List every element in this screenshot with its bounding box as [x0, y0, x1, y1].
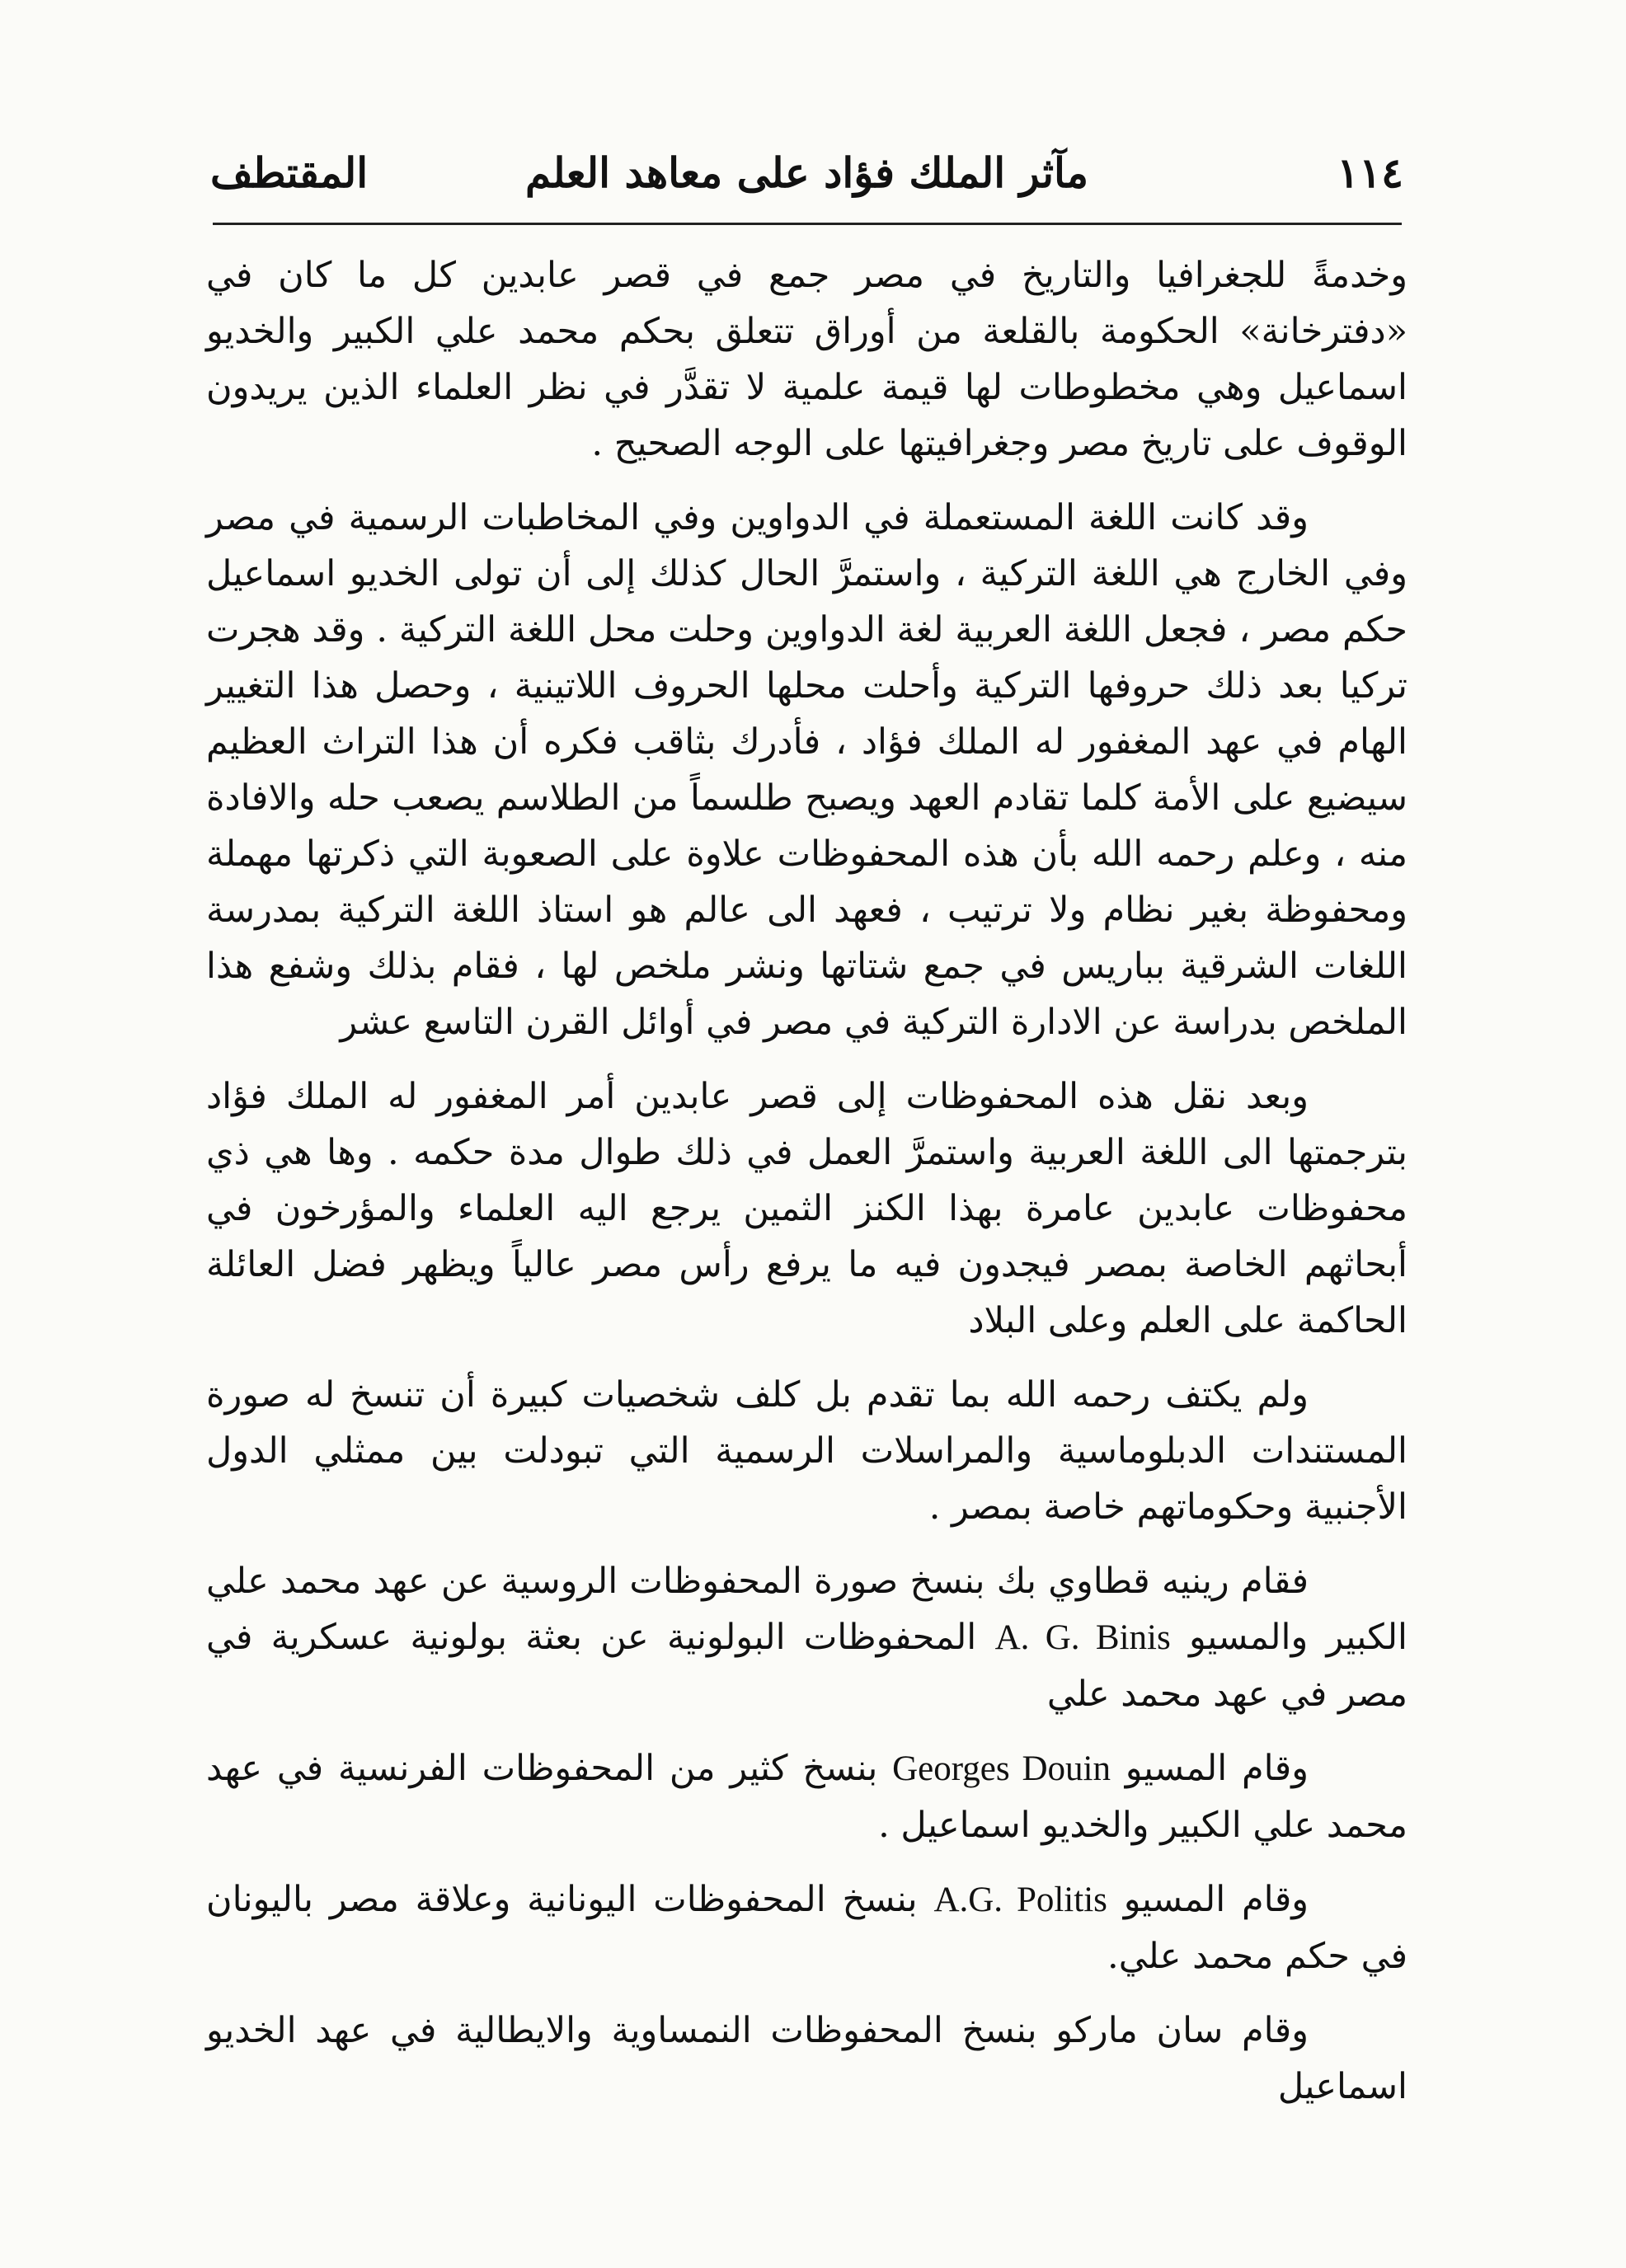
paragraph: وخدمةً للجغرافيا والتاريخ في مصر جمع في قصر عابدين كل ما كان في «دفترخانة» الحكومة بالقلعة من أوراق تتعلق بحكم محمد علي الكبير والخديو اسماعيل وهي مخطوطات لها قيمة علمية لا تقدَّر في نظر العلماء الذين يريدون الوقوف على تاريخ مصر وجغرافيتها على الوجه الصحيح . — [206, 255, 1407, 464]
page-number: ١١٤ — [1337, 148, 1403, 197]
running-title: مآثر الملك فؤاد على معاهد العلم — [524, 148, 1089, 197]
paragraph-text: فقام رينيه قطاوي بك بنسخ صورة المحفوظات الروسية عن عهد محمد علي الكبير والمسيو — [206, 1561, 1407, 1658]
paragraph-text: وقام المسيو — [1123, 1879, 1309, 1920]
paragraph: وقام سان ماركو بنسخ المحفوظات النمساوية والايطالية في عهد الخديو اسماعيل — [206, 2010, 1407, 2107]
header-rule — [213, 223, 1402, 225]
paragraph-douin — [206, 1740, 1407, 1853]
paragraph-text: المحفوظات البولونية عن بعثة بولونية عسكرية في مصر في عهد محمد علي — [206, 1617, 1407, 1715]
latin-name-politis: A.G. Politis — [933, 1881, 1107, 1919]
article-body — [206, 247, 1407, 2133]
journal-name: المقتطف — [210, 148, 369, 197]
page-header — [210, 140, 1403, 214]
latin-name-douin: Georges Douin — [892, 1749, 1111, 1788]
paragraph-text: بنسخ كثير من المحفوظات الفرنسية في عهد محمد علي الكبير والخديو اسماعيل . — [206, 1748, 1407, 1846]
paragraph: وبعد نقل هذه المحفوظات إلى قصر عابدين أمر المغفور له الملك فؤاد بترجمتها الى اللغة العربية واستمرَّ العمل في ذلك طوال مدة حكمه . وها هي ذي محفوظات عابدين عامرة بهذا الكنز الثمين يرجع اليه العلماء والمؤرخون في أبحاثهم الخاصة بمصر فيجدون فيه ما يرفع رأس مصر عالياً ويظهر فضل العائلة الحاكمة على العلم وعلى البلاد — [206, 1076, 1407, 1341]
paragraph-politis — [206, 1871, 1407, 1984]
latin-name-binis: A. G. Binis — [994, 1618, 1171, 1657]
paragraph-text: وقام المسيو — [1125, 1748, 1309, 1789]
paragraph: وقد كانت اللغة المستعملة في الدواوين وفي المخاطبات الرسمية في مصر وفي الخارج هي اللغة التركية ، واستمرَّ الحال كذلك إلى أن تولى الخديو اسماعيل حكم مصر ، فجعل اللغة العربية لغة الدواوين وحلت محل اللغة التركية . وقد هجرت تركيا بعد ذلك حروفها التركية وأحلت محلها الحروف اللاتينية ، وحصل هذا التغيير الهام في عهد المغفور له الملك فؤاد ، فأدرك بثاقب فكره أن هذا التراث العظيم سيضيع على الأمة كلما تقادم العهد ويصبح طلسماً من الطلاسم يصعب حله والافادة منه ، وعلم رحمه الله بأن هذه المحفوظات علاوة على الصعوبة التي ذكرتها مهملة ومحفوظة بغير نظام ولا ترتيب ، فعهد الى عالم هو استاذ اللغة التركية بمدرسة اللغات الشرقية بباريس في جمع شتاتها ونشر ملخص لها ، فقام بذلك وشفع هذا الملخص بدراسة عن الادارة التركية في مصر في أوائل القرن التاسع عشر — [206, 497, 1407, 1043]
paragraph-binis — [206, 1553, 1407, 1722]
paragraph-text: بنسخ المحفوظات اليونانية وعلاقة مصر باليونان في حكم محمد علي. — [206, 1879, 1407, 1977]
paragraph: ولم يكتف رحمه الله بما تقدم بل كلف شخصيات كبيرة أن تنسخ له صورة المستندات الدبلوماسية والمراسلات الرسمية التي تبودلت بين ممثلي الدول الأجنبية وحكوماتهم خاصة بمصر . — [206, 1374, 1407, 1528]
